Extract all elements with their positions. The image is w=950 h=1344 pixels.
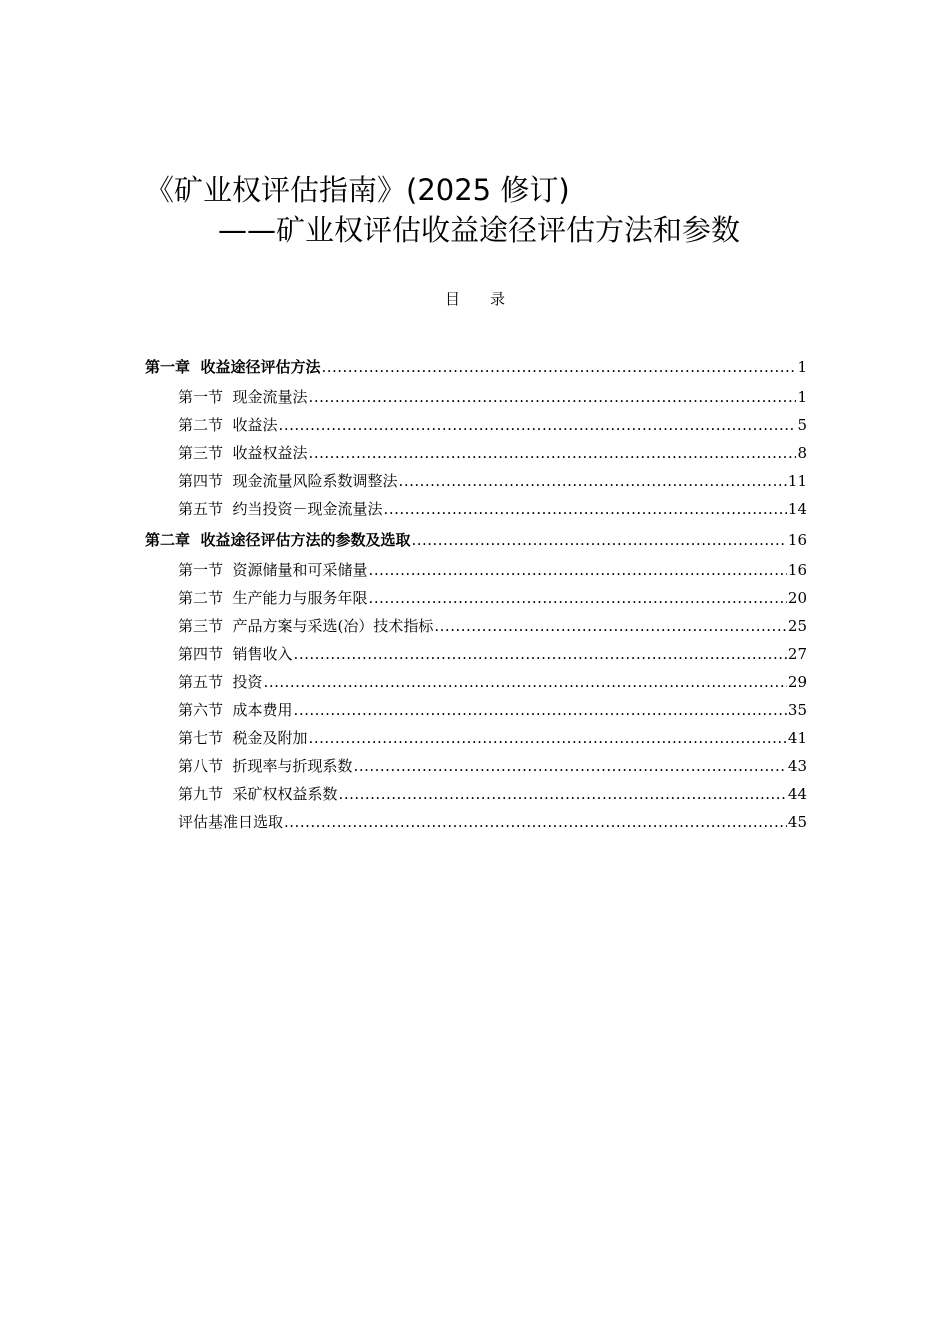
toc-entry[interactable] bbox=[145, 696, 807, 724]
toc-entry-label: 第四节 现金流量风险系数调整法 bbox=[178, 472, 398, 490]
toc-page-number: 16 bbox=[787, 561, 807, 579]
toc-page-number: 44 bbox=[787, 785, 807, 803]
table-of-contents bbox=[145, 352, 807, 836]
dot-leader bbox=[309, 724, 787, 752]
toc-entry[interactable] bbox=[145, 495, 807, 523]
dot-leader bbox=[339, 780, 787, 808]
toc-entry[interactable] bbox=[145, 752, 807, 780]
toc-entry-label: 第二章 收益途径评估方法的参数及选取 bbox=[145, 531, 411, 549]
dot-leader bbox=[309, 383, 797, 411]
toc-chapter-2[interactable] bbox=[145, 525, 807, 556]
toc-entry[interactable] bbox=[145, 668, 807, 696]
document-title bbox=[0, 170, 950, 250]
toc-entry-label: 第三节 收益权益法 bbox=[178, 444, 308, 462]
toc-page-number: 16 bbox=[787, 531, 807, 549]
dot-leader bbox=[411, 525, 786, 556]
toc-page-number: 29 bbox=[787, 673, 807, 691]
toc-entry-label: 第九节 采矿权权益系数 bbox=[178, 785, 338, 803]
dot-leader bbox=[279, 411, 797, 439]
toc-page-number: 25 bbox=[787, 617, 807, 635]
toc-entry-label: 第六节 成本费用 bbox=[178, 701, 293, 719]
toc-entry-label: 第三节 产品方案与采选(冶）技术指标 bbox=[178, 617, 434, 635]
toc-heading: 目录 bbox=[444, 290, 535, 308]
toc-entry[interactable] bbox=[145, 411, 807, 439]
toc-entry-label: 第二节 生产能力与服务年限 bbox=[178, 589, 368, 607]
toc-entry[interactable] bbox=[145, 780, 807, 808]
dot-leader bbox=[294, 696, 787, 724]
toc-entry-label: 第一节 现金流量法 bbox=[178, 388, 308, 406]
toc-page-number: 8 bbox=[797, 444, 807, 462]
toc-page-number: 1 bbox=[797, 358, 807, 376]
toc-page-number: 35 bbox=[787, 701, 807, 719]
toc-page-number: 14 bbox=[787, 500, 807, 518]
toc-entry-label: 第七节 税金及附加 bbox=[178, 729, 308, 747]
toc-entry[interactable] bbox=[145, 383, 807, 411]
toc-page-number: 11 bbox=[787, 472, 807, 490]
toc-entry-label: 评估基准日选取 bbox=[178, 813, 284, 831]
dot-leader bbox=[284, 808, 787, 836]
title-line-1: 《矿业权评估指南》(2025 修订) bbox=[145, 173, 570, 207]
toc-entry[interactable] bbox=[145, 439, 807, 467]
title-line-2: ——矿业权评估收益途径评估方法和参数 bbox=[218, 213, 741, 247]
toc-entry-label: 第八节 折现率与折现系数 bbox=[178, 757, 353, 775]
toc-page-number: 20 bbox=[787, 589, 807, 607]
toc-entry[interactable] bbox=[145, 724, 807, 752]
dot-leader bbox=[309, 439, 797, 467]
dot-leader bbox=[264, 668, 787, 696]
toc-entry-label: 第二节 收益法 bbox=[178, 416, 278, 434]
dot-leader bbox=[399, 467, 787, 495]
toc-page-number: 5 bbox=[797, 416, 807, 434]
toc-page-number: 43 bbox=[787, 757, 807, 775]
toc-entry[interactable] bbox=[145, 612, 807, 640]
toc-entry[interactable] bbox=[145, 467, 807, 495]
toc-entry-label: 第四节 销售收入 bbox=[178, 645, 293, 663]
toc-entry-label: 第五节 约当投资－现金流量法 bbox=[178, 500, 383, 518]
toc-entry-label: 第一节 资源储量和可采储量 bbox=[178, 561, 368, 579]
toc-page-number: 41 bbox=[787, 729, 807, 747]
toc-page-number: 27 bbox=[787, 645, 807, 663]
toc-entry[interactable] bbox=[145, 808, 807, 836]
toc-entry[interactable] bbox=[145, 556, 807, 584]
toc-entry-label: 第一章 收益途径评估方法 bbox=[145, 358, 321, 376]
dot-leader bbox=[434, 612, 787, 640]
toc-entry[interactable] bbox=[145, 584, 807, 612]
dot-leader bbox=[369, 556, 787, 584]
toc-entry-label: 第五节 投资 bbox=[178, 673, 263, 691]
dot-leader bbox=[294, 640, 787, 668]
dot-leader bbox=[369, 584, 787, 612]
toc-page-number: 1 bbox=[797, 388, 807, 406]
dot-leader bbox=[384, 495, 787, 523]
dot-leader bbox=[321, 352, 796, 383]
toc-chapter-1[interactable] bbox=[145, 352, 807, 383]
toc-entry[interactable] bbox=[145, 640, 807, 668]
toc-page-number: 45 bbox=[787, 813, 807, 831]
dot-leader bbox=[354, 752, 787, 780]
